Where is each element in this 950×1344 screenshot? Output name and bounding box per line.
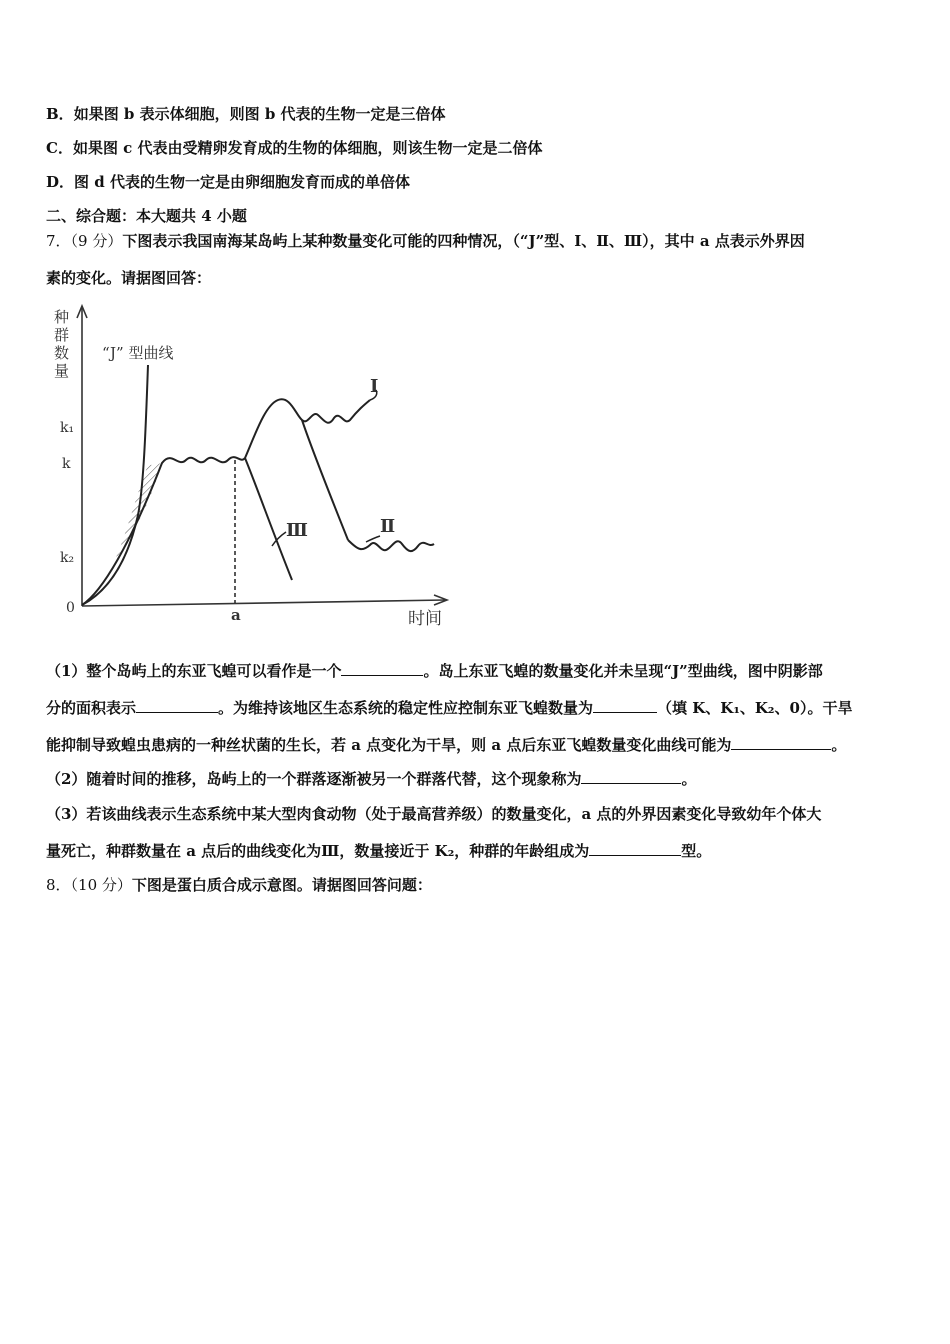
k2-label: k₂ (60, 550, 75, 566)
q7-part1-line3 (46, 734, 846, 755)
section-heading: 二、综合题：本大题共 4 小题 (46, 207, 247, 225)
option-c (46, 137, 543, 158)
q7-p2-a: （2）随着时间的推移，岛屿上的一个群落逐渐被另一个群落代替，这个现象称为 (46, 770, 582, 788)
option-d-label: D． (46, 173, 75, 191)
curve-I-branch (302, 420, 348, 540)
answer-blank-1[interactable] (341, 661, 423, 676)
q7-p2-b: 。 (681, 770, 697, 788)
curve-II (348, 540, 434, 551)
population-curve-figure (40, 300, 470, 630)
q7-p1-d: 。为维持该地区生态系统的稳定性应控制东亚飞蝗数量为 (218, 699, 594, 717)
q7-head: 7．（9 分） (46, 232, 123, 250)
answer-blank-6[interactable] (589, 841, 681, 856)
y-axis-label-3: 数 (54, 344, 70, 362)
option-c-label: C． (46, 139, 73, 157)
q7-part2 (46, 768, 696, 789)
option-d-text: 图 d 代表的生物一定是由卵细胞发育而成的单倍体 (74, 173, 410, 191)
curve-I-label: Ⅰ (370, 376, 379, 397)
y-axis-label-1: 种 (54, 308, 70, 326)
q7-p1-c: 分的面积表示 (46, 699, 137, 717)
q7-p1-g: 。 (831, 736, 847, 754)
option-b-label: B． (46, 105, 74, 123)
y-axis-label-4: 量 (54, 362, 70, 380)
q7-p3-c: 型。 (681, 842, 712, 860)
answer-blank-3[interactable] (593, 698, 657, 713)
q8-line (46, 874, 432, 895)
option-b (46, 103, 446, 124)
option-c-text: 如果图 c 代表由受精卵发育成的生物的体细胞，则该生物一定是二倍体 (72, 139, 543, 157)
q7-p3-b: 量死亡，种群数量在 a 点后的曲线变化为Ⅲ，数量接近于 K₂，种群的年龄组成为 (46, 842, 590, 860)
s-curve (82, 457, 245, 605)
q7-p1-b: 。岛上东亚飞蝗的数量变化并未呈现“J”型曲线，图中阴影部 (423, 662, 823, 680)
a-label: a (231, 606, 241, 624)
q7-text1: 下图表示我国南海某岛屿上某种数量变化可能的四种情况，（“J”型、Ⅰ、Ⅱ、Ⅲ），其中 a 点表示外界因 (122, 232, 805, 250)
y-axis-label-2: 群 (54, 326, 70, 344)
q7-line1 (46, 230, 805, 251)
q8-head: 8．（10 分） (46, 876, 132, 894)
origin-label: 0 (66, 600, 75, 616)
answer-blank-5[interactable] (581, 769, 681, 784)
k1-label: k₁ (60, 420, 75, 436)
q7-part1-line2 (46, 697, 852, 718)
j-curve-label: “J” 型曲线 (102, 344, 174, 362)
q7-p1-a: （1）整个岛屿上的东亚飞蝗可以看作是一个 (46, 662, 342, 680)
curve-III-label: Ⅲ (286, 520, 308, 541)
x-axis (82, 600, 445, 606)
answer-blank-4[interactable] (731, 735, 831, 750)
q7-p1-e: （填 K、K₁、K₂、0）。干旱 (657, 699, 853, 717)
q7-part3-line2 (46, 840, 711, 861)
j-curve (82, 365, 148, 605)
curve-I (245, 399, 370, 458)
x-axis-label: 时间 (408, 609, 442, 629)
q7-p1-f: 能抑制导致蝗虫患病的一种丝状菌的生长，若 a 点变化为干旱，则 a 点后东亚飞蝗数量变化曲线可能为 (46, 736, 732, 754)
curve-II-label: Ⅱ (380, 516, 396, 537)
answer-blank-2[interactable] (136, 698, 218, 713)
q7-line2: 素的变化。请据图回答： (46, 269, 212, 287)
option-d (46, 171, 410, 192)
curve-II-leader (366, 536, 380, 542)
curve-III (245, 458, 292, 580)
option-b-text: 如果图 b 表示体细胞，则图 b 代表的生物一定是三倍体 (73, 105, 446, 123)
q7-part1-line1 (46, 660, 823, 681)
k-label: k (62, 456, 71, 472)
q8-text: 下图是蛋白质合成示意图。请据图回答问题： (131, 876, 432, 894)
q7-part3-line1: （3）若该曲线表示生态系统中某大型肉食动物（处于最高营养级）的数量变化，a 点的外界因素变化导致幼年个体大 (46, 805, 822, 823)
